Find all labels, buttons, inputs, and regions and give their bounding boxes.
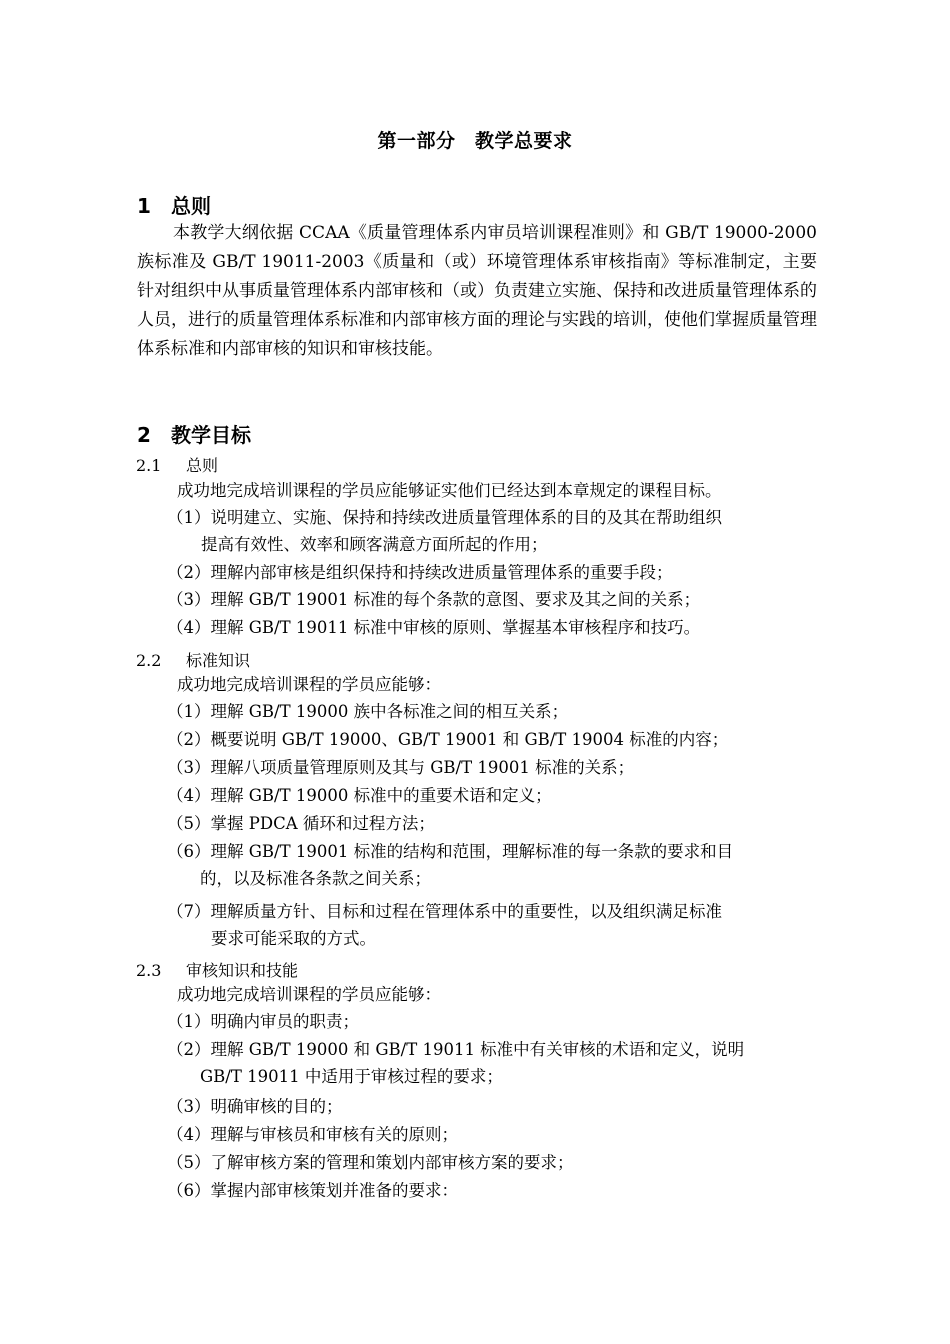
subsection-intro: 成功地完成培训课程的学员应能够： — [177, 985, 441, 1004]
list-item: （2）理解内部审核是组织保持和持续改进质量管理体系的重要手段； — [167, 563, 673, 582]
list-item-text: （2）理解 GB/T 19000 和 GB/T 19011 标准中有关审核的术语和定义，说明 — [167, 1040, 745, 1059]
section-1-heading — [137, 190, 211, 219]
section-title: 教学目标 — [171, 423, 251, 447]
list-item: （3）明确审核的目的； — [167, 1097, 343, 1116]
subsection-title: 审核知识和技能 — [186, 961, 299, 980]
list-item: （6）掌握内部审核策划并准备的要求： — [167, 1181, 458, 1200]
subsection-2-2-heading — [136, 648, 250, 671]
subsection-2-3-heading — [136, 958, 298, 981]
subsection-intro: 成功地完成培训课程的学员应能够证实他们已经达到本章规定的课程目标。 — [177, 481, 722, 500]
list-item-text: （7）理解质量方针、目标和过程在管理体系中的重要性，以及组织满足标准 — [167, 902, 722, 921]
list-item — [167, 898, 817, 952]
list-item: （4）理解与审核员和审核有关的原则； — [167, 1125, 458, 1144]
list-item: （3）理解八项质量管理原则及其与 GB/T 19001 标准的关系； — [167, 758, 635, 777]
list-item: （2）概要说明 GB/T 19000、GB/T 19001 和 GB/T 19004 标准的内容； — [167, 730, 729, 749]
list-item: （5）掌握 PDCA 循环和过程方法； — [167, 814, 435, 833]
list-item-text: （6）理解 GB/T 19001 标准的结构和范围，理解标准的每一条款的要求和目 — [167, 842, 734, 861]
section-title: 总则 — [171, 194, 211, 218]
subsection-number: 2.3 — [136, 961, 162, 980]
list-item: （3）理解 GB/T 19001 标准的每个条款的意图、要求及其之间的关系； — [167, 590, 701, 609]
list-item: （4）理解 GB/T 19000 标准中的重要术语和定义； — [167, 786, 552, 805]
subsection-title: 总则 — [186, 456, 219, 475]
list-item: （5）了解审核方案的管理和策划内部审核方案的要求； — [167, 1153, 574, 1172]
subsection-intro: 成功地完成培训课程的学员应能够： — [177, 675, 441, 694]
subsection-number: 2.1 — [136, 456, 162, 475]
section-1-paragraph: 本教学大纲依据 CCAA《质量管理体系内审员培训课程准则》和 GB/T 19000-2000 族标准及 GB/T 19011-2003《质量和（或）环境管理体系审核指南》等标准制定，主要针对组织中从事质量管理体系内部审核和（或）负责建立实施、保持和改进质量管理体系的人员，进行的质量管理体系标准和内部审核方面的理论与实践的培训，使他们掌握质量管理体系标准和内部审核的知识和审核技能。 — [137, 223, 817, 359]
list-item-continuation: 的，以及标准各条款之间关系； — [200, 869, 431, 888]
subsection-number: 2.2 — [136, 651, 162, 670]
subsection-2-1-heading — [136, 453, 218, 476]
list-item — [167, 504, 817, 558]
list-item-text: （1）说明建立、实施、保持和持续改进质量管理体系的目的及其在帮助组织 — [167, 508, 722, 527]
subsection-title: 标准知识 — [186, 651, 251, 670]
list-item: （1）理解 GB/T 19000 族中各标准之间的相互关系； — [167, 702, 569, 721]
list-item — [167, 1036, 817, 1090]
list-item-continuation: 要求可能采取的方式。 — [211, 929, 376, 948]
page-title: 第一部分 教学总要求 — [377, 130, 573, 152]
list-item-continuation: GB/T 19011 中适用于审核过程的要求； — [200, 1067, 503, 1086]
section-2-heading — [137, 419, 251, 448]
list-item: （1）明确内审员的职责； — [167, 1012, 359, 1031]
section-number: 2 — [137, 423, 151, 447]
list-item-continuation: 提高有效性、效率和顾客满意方面所起的作用； — [201, 535, 548, 554]
section-number: 1 — [137, 194, 151, 218]
list-item — [167, 838, 817, 892]
list-item: （4）理解 GB/T 19011 标准中审核的原则、掌握基本审核程序和技巧。 — [167, 618, 701, 637]
